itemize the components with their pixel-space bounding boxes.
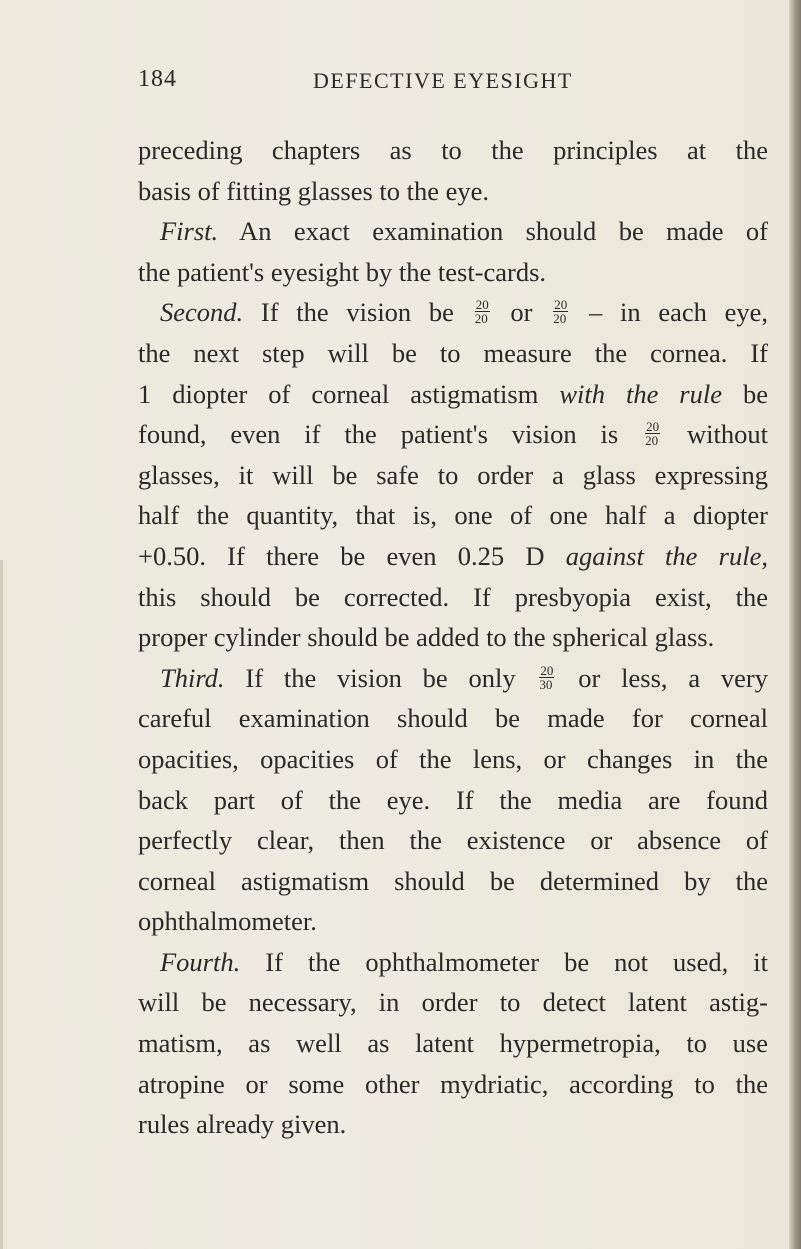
text-line: atropine or some other mydriatic, according to the — [138, 1068, 768, 1099]
text-line: the patient's eyesight by the test-cards. — [138, 256, 547, 287]
fraction: $\frac{20}{20}$ — [474, 297, 489, 327]
text-line: careful examination should be made for corneal — [138, 703, 768, 734]
label-third: Third. — [160, 662, 225, 693]
paragraph-first: First. An exact examination should be made of — [160, 216, 768, 247]
text-line: proper cylinder should be added to the spherical glass. — [138, 622, 715, 653]
page-edge-shadow — [789, 0, 801, 1249]
text-line: this should be corrected. If presbyopia exist, the — [138, 581, 768, 612]
label-first: First. — [160, 216, 219, 247]
text-line: glasses, it will be safe to order a glass expressing — [138, 459, 768, 490]
text-line: matism, as well as latent hypermetropia, to use — [138, 1028, 768, 1059]
body-text — [138, 130, 768, 1145]
text-line: +0.50. If there be even 0.25 D against the rule, — [138, 540, 768, 571]
page-number: 184 — [138, 66, 177, 92]
text-line: found, even if the patient's vision is $\frac{20}{20}$ without — [138, 419, 768, 450]
running-title: DEFECTIVE EYESIGHT — [313, 68, 573, 93]
text-line: preceding chapters as to the principles at the — [138, 135, 768, 165]
paragraph-fourth: Fourth. If the ophthalmometer be not used, it — [160, 946, 768, 977]
text-line: opacities, opacities of the lens, or changes in the — [138, 743, 768, 774]
fraction: $\frac{20}{20}$ — [645, 419, 660, 449]
text-line: basis of fitting glasses to the eye. — [138, 175, 490, 206]
text-line: ophthalmometer. — [138, 906, 317, 937]
paragraph-second: Second. If the vision be $\frac{20}{20}$ or $\frac{20}{20}$ – in each eye, — [160, 297, 769, 328]
text-line: corneal astigmatism should be determined by the — [138, 865, 768, 896]
page-header — [138, 66, 768, 98]
text-line: the next step will be to measure the cornea. If — [138, 337, 768, 368]
label-second: Second. — [160, 297, 244, 328]
text-line: back part of the eye. If the media are found — [138, 784, 768, 815]
text-line: will be necessary, in order to detect latent astig- — [138, 987, 768, 1018]
paragraph-third: Third. If the vision be only $\frac{20}{30}$ or less, a very — [160, 662, 768, 693]
text-line: 1 diopter of corneal astigmatism with the rule be — [138, 378, 768, 409]
label-fourth: Fourth. — [160, 946, 241, 977]
text-line: rules already given. — [138, 1109, 347, 1140]
text-line: perfectly clear, then the existence or absence of — [138, 825, 768, 856]
text-line: half the quantity, that is, one of one half a diopter — [138, 500, 768, 531]
page-left-edge — [0, 560, 3, 1249]
fraction: $\frac{20}{30}$ — [539, 662, 554, 692]
fraction: $\frac{20}{20}$ — [553, 297, 568, 327]
